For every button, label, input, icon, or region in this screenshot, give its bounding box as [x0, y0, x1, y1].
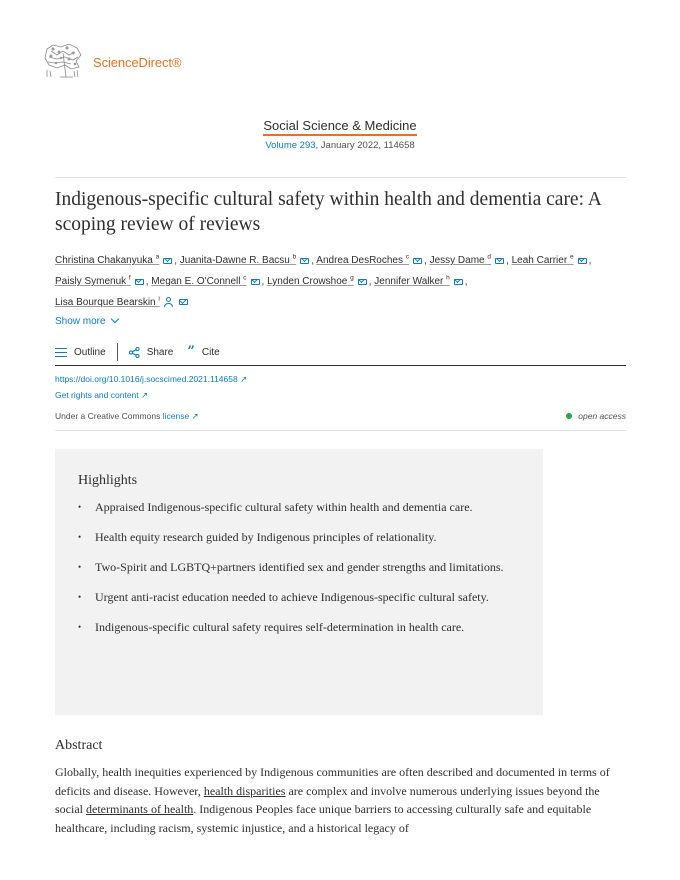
quote-icon: ”	[187, 344, 195, 359]
cite-button[interactable]: ” Cite	[187, 344, 220, 359]
abstract-text: Globally, health inequities experienced by Indigenous communities are often described and documented in terms of deficits and disease. However, health disparities are complex and involve numerous underlying issues beyond the social determinants of health. Indigenous Peoples face unique barriers to accessing culturally safe and equitable healthcare, including racism, systemic injustice, and a historical legacy of	[55, 765, 610, 835]
author-link[interactable]: Juanita-Dawne R. Bacsu $^b$	[179, 254, 297, 267]
article-title: Indigenous-specific cultural safety within health and dementia care: A scoping review of reviews	[55, 189, 601, 235]
chevron-down-icon	[110, 315, 118, 323]
toolbar-separator	[117, 343, 118, 361]
external-link-icon: ↗	[141, 390, 149, 400]
email-icon[interactable]	[495, 258, 504, 264]
list-icon	[55, 348, 67, 357]
highlight-item: • Health equity research guided by Indigenous principles of relationality.	[78, 528, 518, 547]
email-icon[interactable]	[179, 299, 188, 305]
rights-link[interactable]: Get rights and content ↗	[55, 390, 149, 400]
highlight-item: • Appraised Indigenous-specific cultural safety within health and dementia care.	[78, 498, 518, 517]
article-toolbar	[55, 342, 220, 362]
email-icon[interactable]	[358, 279, 367, 285]
license-link[interactable]: license ↗	[162, 411, 199, 421]
email-icon[interactable]	[300, 258, 309, 264]
person-icon[interactable]	[164, 297, 173, 307]
journal-header	[0, 117, 680, 151]
issue-date: , January 2022, 114658	[315, 140, 415, 151]
share-button[interactable]: Share	[129, 347, 174, 358]
email-icon[interactable]	[163, 258, 172, 264]
highlight-item: • Two-Spirit and LGBTQ+partners identified sex and gender strengths and limitations.	[78, 558, 518, 577]
author-list: Christina Chakanyuka $^a$ , Juanita-Dawne R. Bacsu $^b$ , Andrea DesRoches $^c$ , Jessy Dame $^d$ , Leah Carrier $^e$ , Paisly Symenuk $^f$ , Megan E. O'Connell $^c$ , Lynden Crowshoe $^g$ , Jennifer Walker $^h$ , Lisa Bourque Bearskin $^i$	[55, 254, 592, 308]
highlight-item: • Urgent anti-racist education needed to achieve Indigenous-specific cultural safety.	[78, 588, 518, 607]
open-access-badge: open access	[566, 411, 626, 421]
doi-link[interactable]: https://doi.org/10.1016/j.socscimed.2021.114658 ↗	[55, 374, 248, 384]
health-disparities-link[interactable]: health disparities	[203, 783, 286, 798]
email-icon[interactable]	[578, 258, 587, 264]
license-line: Under a Creative Commons license ↗	[55, 411, 199, 421]
author-link[interactable]: Lynden Crowshoe $^g$	[267, 274, 354, 288]
elsevier-tree-icon[interactable]	[43, 43, 83, 79]
outline-button[interactable]: Outline	[55, 347, 106, 358]
volume-link[interactable]: Volume 293	[265, 140, 316, 151]
journal-name-link[interactable]: Social Science & Medicine	[263, 118, 416, 136]
abstract-title: Abstract	[55, 738, 103, 753]
email-icon[interactable]	[413, 258, 422, 264]
email-icon[interactable]	[454, 279, 463, 285]
determinants-of-health-link[interactable]: determinants of health	[86, 802, 194, 816]
journal-meta	[0, 140, 680, 151]
author-link[interactable]: Andrea DesRoches $^c$	[316, 254, 410, 267]
share-icon	[129, 347, 140, 358]
divider	[55, 430, 626, 431]
author-link[interactable]: Christina Chakanyuka $^a$	[55, 254, 160, 267]
author-link[interactable]: Paisly Symenuk $^f$	[55, 274, 131, 288]
external-link-icon: ↗	[240, 374, 248, 384]
author-link[interactable]: Jennifer Walker $^h$	[374, 274, 450, 288]
open-access-dot-icon	[566, 413, 572, 419]
author-link[interactable]: Megan E. O'Connell $^c$	[151, 274, 247, 288]
divider	[55, 177, 626, 178]
toolbar-divider	[55, 365, 626, 366]
email-icon[interactable]	[135, 279, 144, 285]
email-icon[interactable]	[251, 279, 260, 285]
author-link[interactable]: Lisa Bourque Bearskin $^i$	[55, 295, 160, 308]
sciencedirect-logo[interactable]: ScienceDirect®	[93, 55, 182, 70]
highlights-list	[78, 498, 518, 648]
author-link[interactable]: Jessy Dame $^d$	[429, 254, 492, 267]
show-more-button[interactable]: Show more	[55, 316, 118, 327]
highlight-item: • Indigenous-specific cultural safety requires self-determination in health care.	[78, 618, 518, 637]
highlights-title: Highlights	[78, 473, 138, 488]
author-link[interactable]: Leah Carrier $^e$	[511, 254, 574, 267]
